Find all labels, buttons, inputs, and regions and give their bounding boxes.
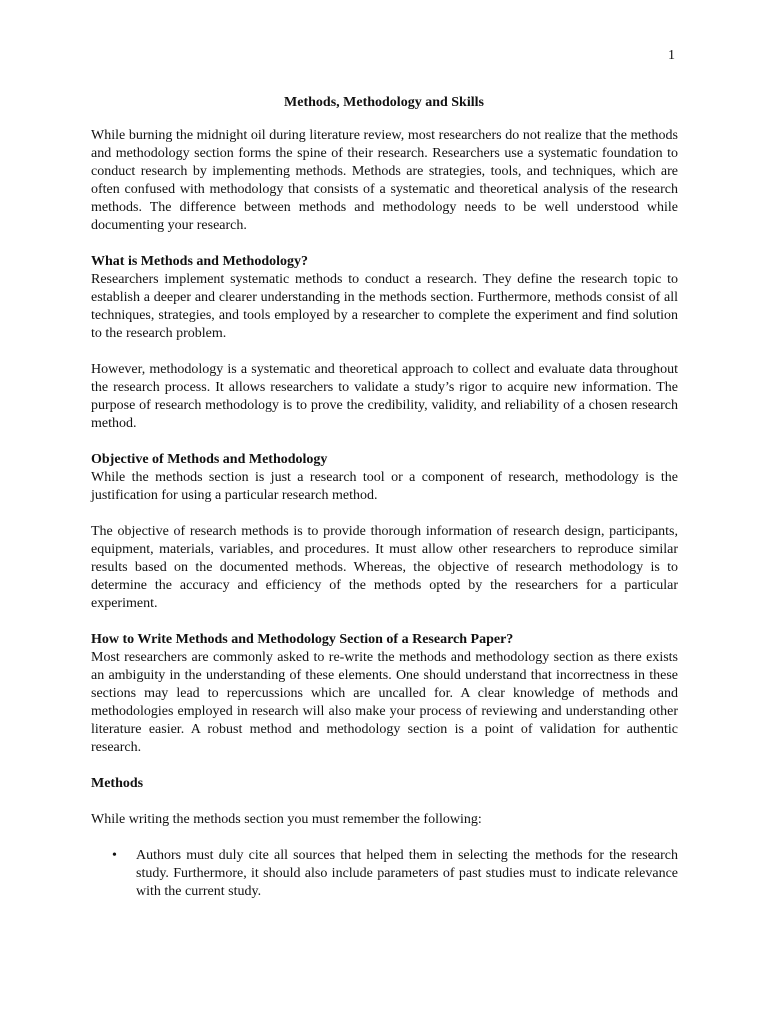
page-number: 1 — [668, 48, 675, 63]
bullet-icon: • — [112, 848, 117, 863]
list-item-text: Authors must duly cite all sources that helped them in selecting the methods for the research study. Furthermore, it should also include parameters of past studies must to indicate relevance with the current study. — [136, 848, 678, 899]
body-paragraph: Researchers implement systematic methods to conduct a research. They define the research topic to establish a deeper and clearer understanding in the methods section. Furthermore, methods consist of all techniques, strategies, and tools employed by a researcher to complete the experiment and find solution to the research problem. — [91, 272, 678, 341]
document-title: Methods, Methodology and Skills — [284, 95, 484, 110]
body-paragraph: While the methods section is just a research tool or a component of research, methodology is the justification for using a particular research method. — [91, 470, 678, 503]
section-heading: Methods — [91, 776, 144, 791]
bullet-list — [91, 847, 678, 901]
section-heading: How to Write Methods and Methodology Section of a Research Paper? — [91, 632, 514, 647]
intro-paragraph: While burning the midnight oil during literature review, most researchers do not realize that the methods and methodology section forms the spine of their research. Researchers use a systematic foundation to conduct research by implementing methods. Methods are strategies, tools, and techniques, which are often confused with methodology that consists of a systematic and theoretical analysis of the research methods. The difference between methods and methodology needs to be well understood while documenting your research. — [91, 128, 678, 233]
body-paragraph: While writing the methods section you must remember the following: — [91, 812, 482, 827]
body-paragraph: However, methodology is a systematic and theoretical approach to collect and evaluate data throughout the research process. It allows researchers to validate a study’s rigor to acquire new information. The purpose of research methodology is to prove the credibility, validity, and reliability of a chosen research method. — [91, 362, 678, 431]
section-heading: What is Methods and Methodology? — [91, 254, 309, 269]
body-paragraph: Most researchers are commonly asked to re-write the methods and methodology section as there exists an ambiguity in the understanding of these elements. One should understand that incorrectness in these sections may lead to repercussions which are uncalled for. A clear knowledge of methods and methodologies employed in research will also make your process of reviewing and understanding other literature easier. A robust method and methodology section is a point of validation for authentic research. — [91, 650, 678, 755]
section-heading: Objective of Methods and Methodology — [91, 452, 328, 467]
document-body — [91, 127, 678, 901]
list-item — [112, 847, 678, 901]
body-paragraph: The objective of research methods is to provide thorough information of research design, participants, equipment, materials, variables, and procedures. It must allow other researchers to reproduce similar results based on the documented methods. Whereas, the objective of research methodology is to determine the accuracy and efficiency of the methods opted by the researchers for a particular experiment. — [91, 524, 678, 611]
